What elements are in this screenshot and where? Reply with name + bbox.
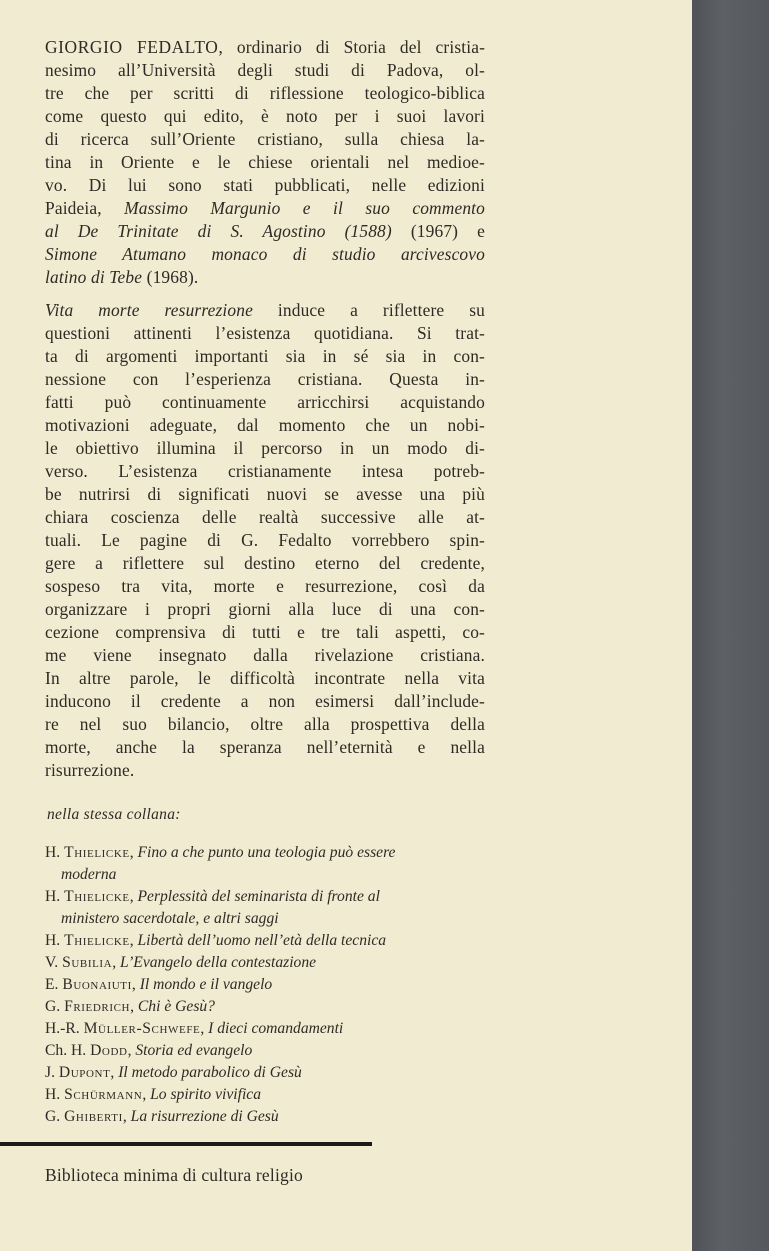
series-entry (45, 842, 505, 886)
author-initials: G. (45, 998, 65, 1015)
description-line: questioni attinenti l’esistenza quotidiana. Si trat- (45, 323, 485, 343)
author-surname: Thielicke (64, 932, 130, 949)
series-entry (45, 886, 505, 930)
bio-line (45, 197, 485, 220)
book-title: Chi è Gesù? (137, 998, 215, 1015)
author-initials: H. (45, 888, 65, 905)
book-title: Storia ed evangelo (135, 1042, 253, 1059)
author-surname: Müller-Schwefe (83, 1020, 201, 1037)
series-list (45, 842, 505, 1128)
author-surname: Subilia (62, 954, 113, 971)
book-title: L’Evangelo della contestazione (120, 954, 317, 971)
description-line: tuali. Le pagine di G. Fedalto vorrebbero spin- (45, 530, 485, 550)
bio-line (45, 220, 485, 243)
book-description-paragraph (45, 299, 485, 782)
series-entry (45, 1084, 505, 1106)
series-name: Biblioteca minima di cultura religio (45, 1165, 303, 1185)
book-description (45, 299, 485, 782)
book-title: I dieci comandamenti (208, 1020, 344, 1037)
description-text: induce a riflettere su (252, 300, 486, 320)
series-entry (45, 1106, 505, 1128)
bio-line: nesimo all’Università degli studi di Padova, ol- (45, 60, 485, 80)
author-name: GIORGIO FEDALTO (45, 37, 219, 57)
book-title: Il metodo parabolico di Gesù (118, 1064, 302, 1081)
description-line: morte, anche la speranza nell’eternità e nella (45, 737, 485, 757)
bio-text: (1968). (142, 267, 199, 287)
author-initials: E. (45, 976, 63, 993)
bio-line: come questo qui edito, è noto per i suoi lavori (45, 106, 485, 126)
author-initials: G. (45, 1108, 65, 1125)
bio-line (45, 243, 485, 266)
book-title: Perplessità del seminarista di fronte al (137, 888, 380, 905)
series-entry (45, 1040, 505, 1062)
description-line: In altre parole, le difficoltà incontrate nella vita (45, 668, 485, 688)
book-title-continued: moderna (61, 866, 117, 883)
separator: , (129, 932, 138, 949)
description-line: ta di argomenti importanti sia in sé sia in con- (45, 346, 485, 366)
description-line: be nutrirsi di significati nuovi se avesse una più (45, 484, 485, 504)
author-surname: Schürmann (64, 1086, 143, 1103)
bio-line (45, 266, 485, 289)
book-title: Il mondo e il vangelo (139, 976, 273, 993)
author-initials: H. (45, 1086, 65, 1103)
series-entry (45, 974, 505, 996)
description-line (45, 299, 485, 322)
bio-text: Paideia, (45, 198, 125, 218)
description-line: re nel suo bilancio, oltre alla prospettiva della (45, 714, 485, 734)
book-title: La risurrezione di Gesù (130, 1108, 279, 1125)
author-surname: Ghiberti (64, 1108, 123, 1125)
description-line: motivazioni adeguate, dal momento che un nobi- (45, 415, 485, 435)
separator: , (110, 1064, 119, 1081)
bio-line: tina in Oriente e le chiese orientali nel medioe- (45, 152, 485, 172)
author-surname: Buonaiuti (62, 976, 132, 993)
description-line: cezione comprensiva di tutti e tre tali aspetti, co- (45, 622, 485, 642)
description-line: le obiettivo illumina il percorso in un modo di- (45, 438, 485, 458)
description-line: fatti può continuamente arricchirsi acquistando (45, 392, 485, 412)
separator: , (131, 976, 140, 993)
author-surname: Friedrich (64, 998, 131, 1015)
book-title: Simone Atumano monaco di studio arcivescovo (45, 244, 485, 264)
book-title-continued: ministero sacerdotale, e altri saggi (61, 910, 279, 927)
series-entry (45, 952, 505, 974)
book-title: Libertà dell’uomo nell’età della tecnica (137, 932, 387, 949)
description-line: sospeso tra vita, morte e resurrezione, così da (45, 576, 485, 596)
separator: , (112, 954, 121, 971)
separator: , (200, 1020, 209, 1037)
description-line: me viene insegnato dalla rivelazione cristiana. (45, 645, 485, 665)
description-line: organizzare i propri giorni alla luce di una con- (45, 599, 485, 619)
author-bio-paragraph (45, 36, 485, 289)
separator: , (127, 1042, 136, 1059)
book-title: Fino a che punto una teologia può essere (137, 844, 396, 861)
author-initials: V. (45, 954, 63, 971)
divider-rule (0, 1142, 372, 1146)
separator: , (122, 1108, 131, 1125)
separator: , (129, 888, 138, 905)
separator: , (142, 1086, 151, 1103)
series-entry (45, 1062, 505, 1084)
separator: , (130, 998, 138, 1015)
bio-text: , ordinario di Storia del cristia- (218, 37, 486, 57)
author-surname: Dodd (90, 1042, 128, 1059)
author-surname: Thielicke (64, 888, 130, 905)
author-surname: Thielicke (64, 844, 130, 861)
author-initials: H. (45, 844, 65, 861)
author-initials: H. (45, 932, 65, 949)
separator: , (129, 844, 138, 861)
book-title: al De Trinitate di S. Agostino (1588) (45, 221, 392, 241)
description-line: nessione con l’esperienza cristiana. Questa in- (45, 369, 485, 389)
author-initials: Ch. H. (45, 1042, 91, 1059)
bio-line: vo. Di lui sono stati pubblicati, nelle edizioni (45, 175, 485, 195)
book-title: Vita morte resurrezione (45, 300, 253, 320)
bio-line (45, 36, 485, 59)
description-line: verso. L’esistenza cristianamente intesa potreb- (45, 461, 485, 481)
author-bio (45, 36, 485, 289)
series-entry (45, 1018, 505, 1040)
bio-line: tre che per scritti di riflessione teologico-biblica (45, 83, 485, 103)
bio-text: (1967) e (391, 221, 485, 241)
description-line: risurrezione. (45, 760, 135, 780)
description-line: chiara coscienza delle realtà successive alle at- (45, 507, 485, 527)
author-initials: J. (45, 1064, 59, 1081)
description-line: gere a riflettere sul destino eterno del credente, (45, 553, 485, 573)
description-line: inducono il credente a non esimersi dall’include- (45, 691, 485, 711)
book-spine-edge (692, 0, 769, 1251)
author-initials: H.-R. (45, 1020, 84, 1037)
book-title: Lo spirito vivifica (150, 1086, 261, 1103)
series-entry (45, 930, 505, 952)
author-surname: Dupont (58, 1064, 111, 1081)
book-title: latino di Tebe (45, 267, 143, 287)
series-heading: nella stessa collana: (47, 806, 181, 823)
bio-line: di ricerca sull’Oriente cristiano, sulla chiesa la- (45, 129, 485, 149)
series-entry (45, 996, 505, 1018)
book-title: Massimo Margunio e il suo commento (124, 198, 486, 218)
